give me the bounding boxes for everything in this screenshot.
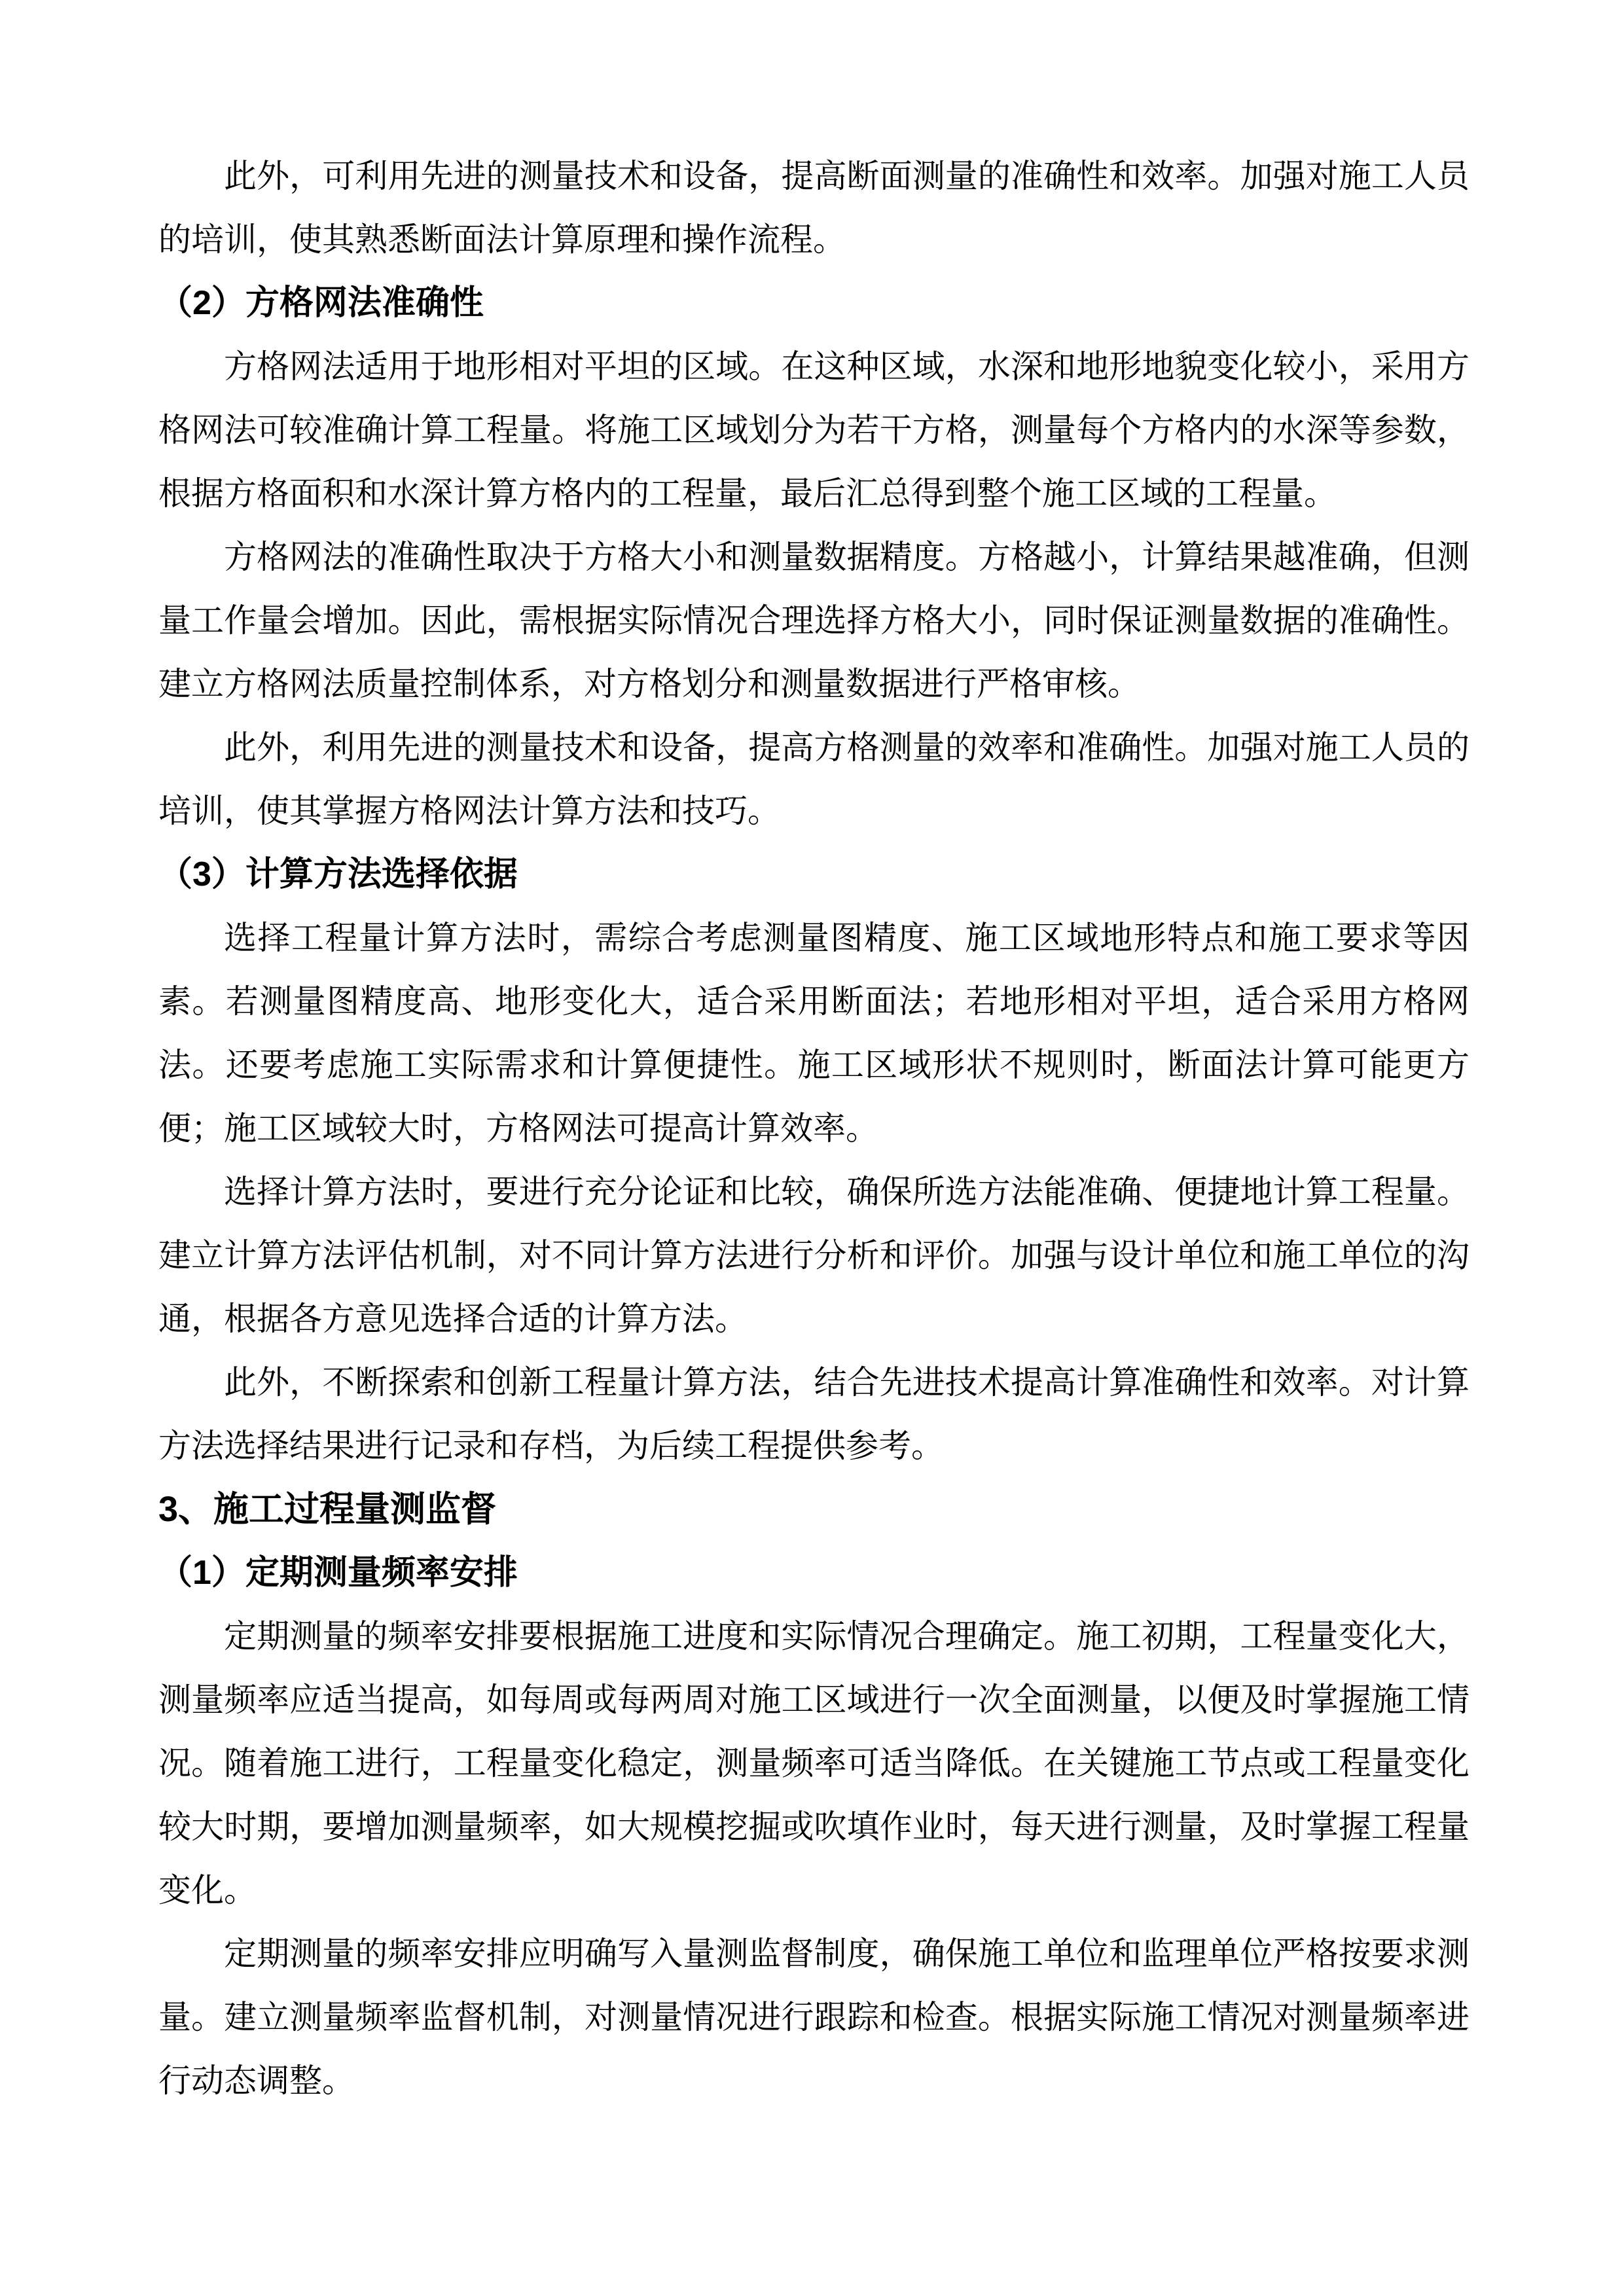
paragraph-method-selection-factors: 选择工程量计算方法时，需综合考虑测量图精度、施工区域地形特点和施工要求等因素。若测量图精度高、地形变化大，适合采用断面法；若地形相对平坦，适合采用方格网法。还要考虑施工实际需求和计算便捷性。施工区域形状不规则时，断面法计算可能更方便；施工区域较大时，方格网法可提高计算效率。	[158, 920, 1470, 1147]
document-content	[158, 145, 1470, 2113]
paragraph-grid-method-training: 此外，利用先进的测量技术和设备，提高方格测量的效率和准确性。加强对施工人员的培训，使其掌握方格网法计算方法和技巧。	[158, 729, 1470, 829]
paragraph-method-selection-records: 此外，不断探索和创新工程量计算方法，结合先进技术提高计算准确性和效率。对计算方法选择结果进行记录和存档，为后续工程提供参考。	[158, 1364, 1470, 1464]
paragraph-measurement-frequency-supervision: 定期测量的频率安排应明确写入量测监督制度，确保施工单位和监理单位严格按要求测量。建立测量频率监督机制，对测量情况进行跟踪和检查。根据实际施工情况对测量频率进行动态调整。	[158, 1935, 1470, 2099]
heading-construction-process-measurement-supervision: 3、施工过程量测监督	[158, 1490, 497, 1529]
paragraph-cross-section-method-extra: 此外，可利用先进的测量技术和设备，提高断面测量的准确性和效率。加强对施工人员的培训，使其熟悉断面法计算原理和操作流程。	[158, 158, 1470, 258]
paragraph-grid-method-application: 方格网法适用于地形相对平坦的区域。在这种区域，水深和地形地貌变化较小，采用方格网法可较准确计算工程量。将施工区域划分为若干方格，测量每个方格内的水深等参数，根据方格面积和水深计算方格内的工程量，最后汇总得到整个施工区域的工程量。	[158, 348, 1470, 512]
heading-calculation-method-selection: （3）计算方法选择依据	[158, 855, 518, 893]
paragraph-grid-method-precision: 方格网法的准确性取决于方格大小和测量数据精度。方格越小，计算结果越准确，但测量工作量会增加。因此，需根据实际情况合理选择方格大小，同时保证测量数据的准确性。建立方格网法质量控制体系，对方格划分和测量数据进行严格审核。	[158, 539, 1470, 702]
heading-periodic-measurement-frequency: （1）定期测量频率安排	[158, 1554, 518, 1592]
paragraph-measurement-frequency-arrangement: 定期测量的频率安排要根据施工进度和实际情况合理确定。施工初期，工程量变化大，测量频率应适当提高，如每周或每两周对施工区域进行一次全面测量，以便及时掌握施工情况。随着施工进行，工程量变化稳定，测量频率可适当降低。在关键施工节点或工程量变化较大时期，要增加测量频率，如大规模挖掘或吹填作业时，每天进行测量，及时掌握工程量变化。	[158, 1618, 1470, 1909]
heading-grid-method-accuracy: （2）方格网法准确性	[158, 284, 484, 322]
paragraph-method-selection-evaluation: 选择计算方法时，要进行充分论证和比较，确保所选方法能准确、便捷地计算工程量。建立计算方法评估机制，对不同计算方法进行分析和评价。加强与设计单位和施工单位的沟通，根据各方意见选择合适的计算方法。	[158, 1174, 1470, 1337]
